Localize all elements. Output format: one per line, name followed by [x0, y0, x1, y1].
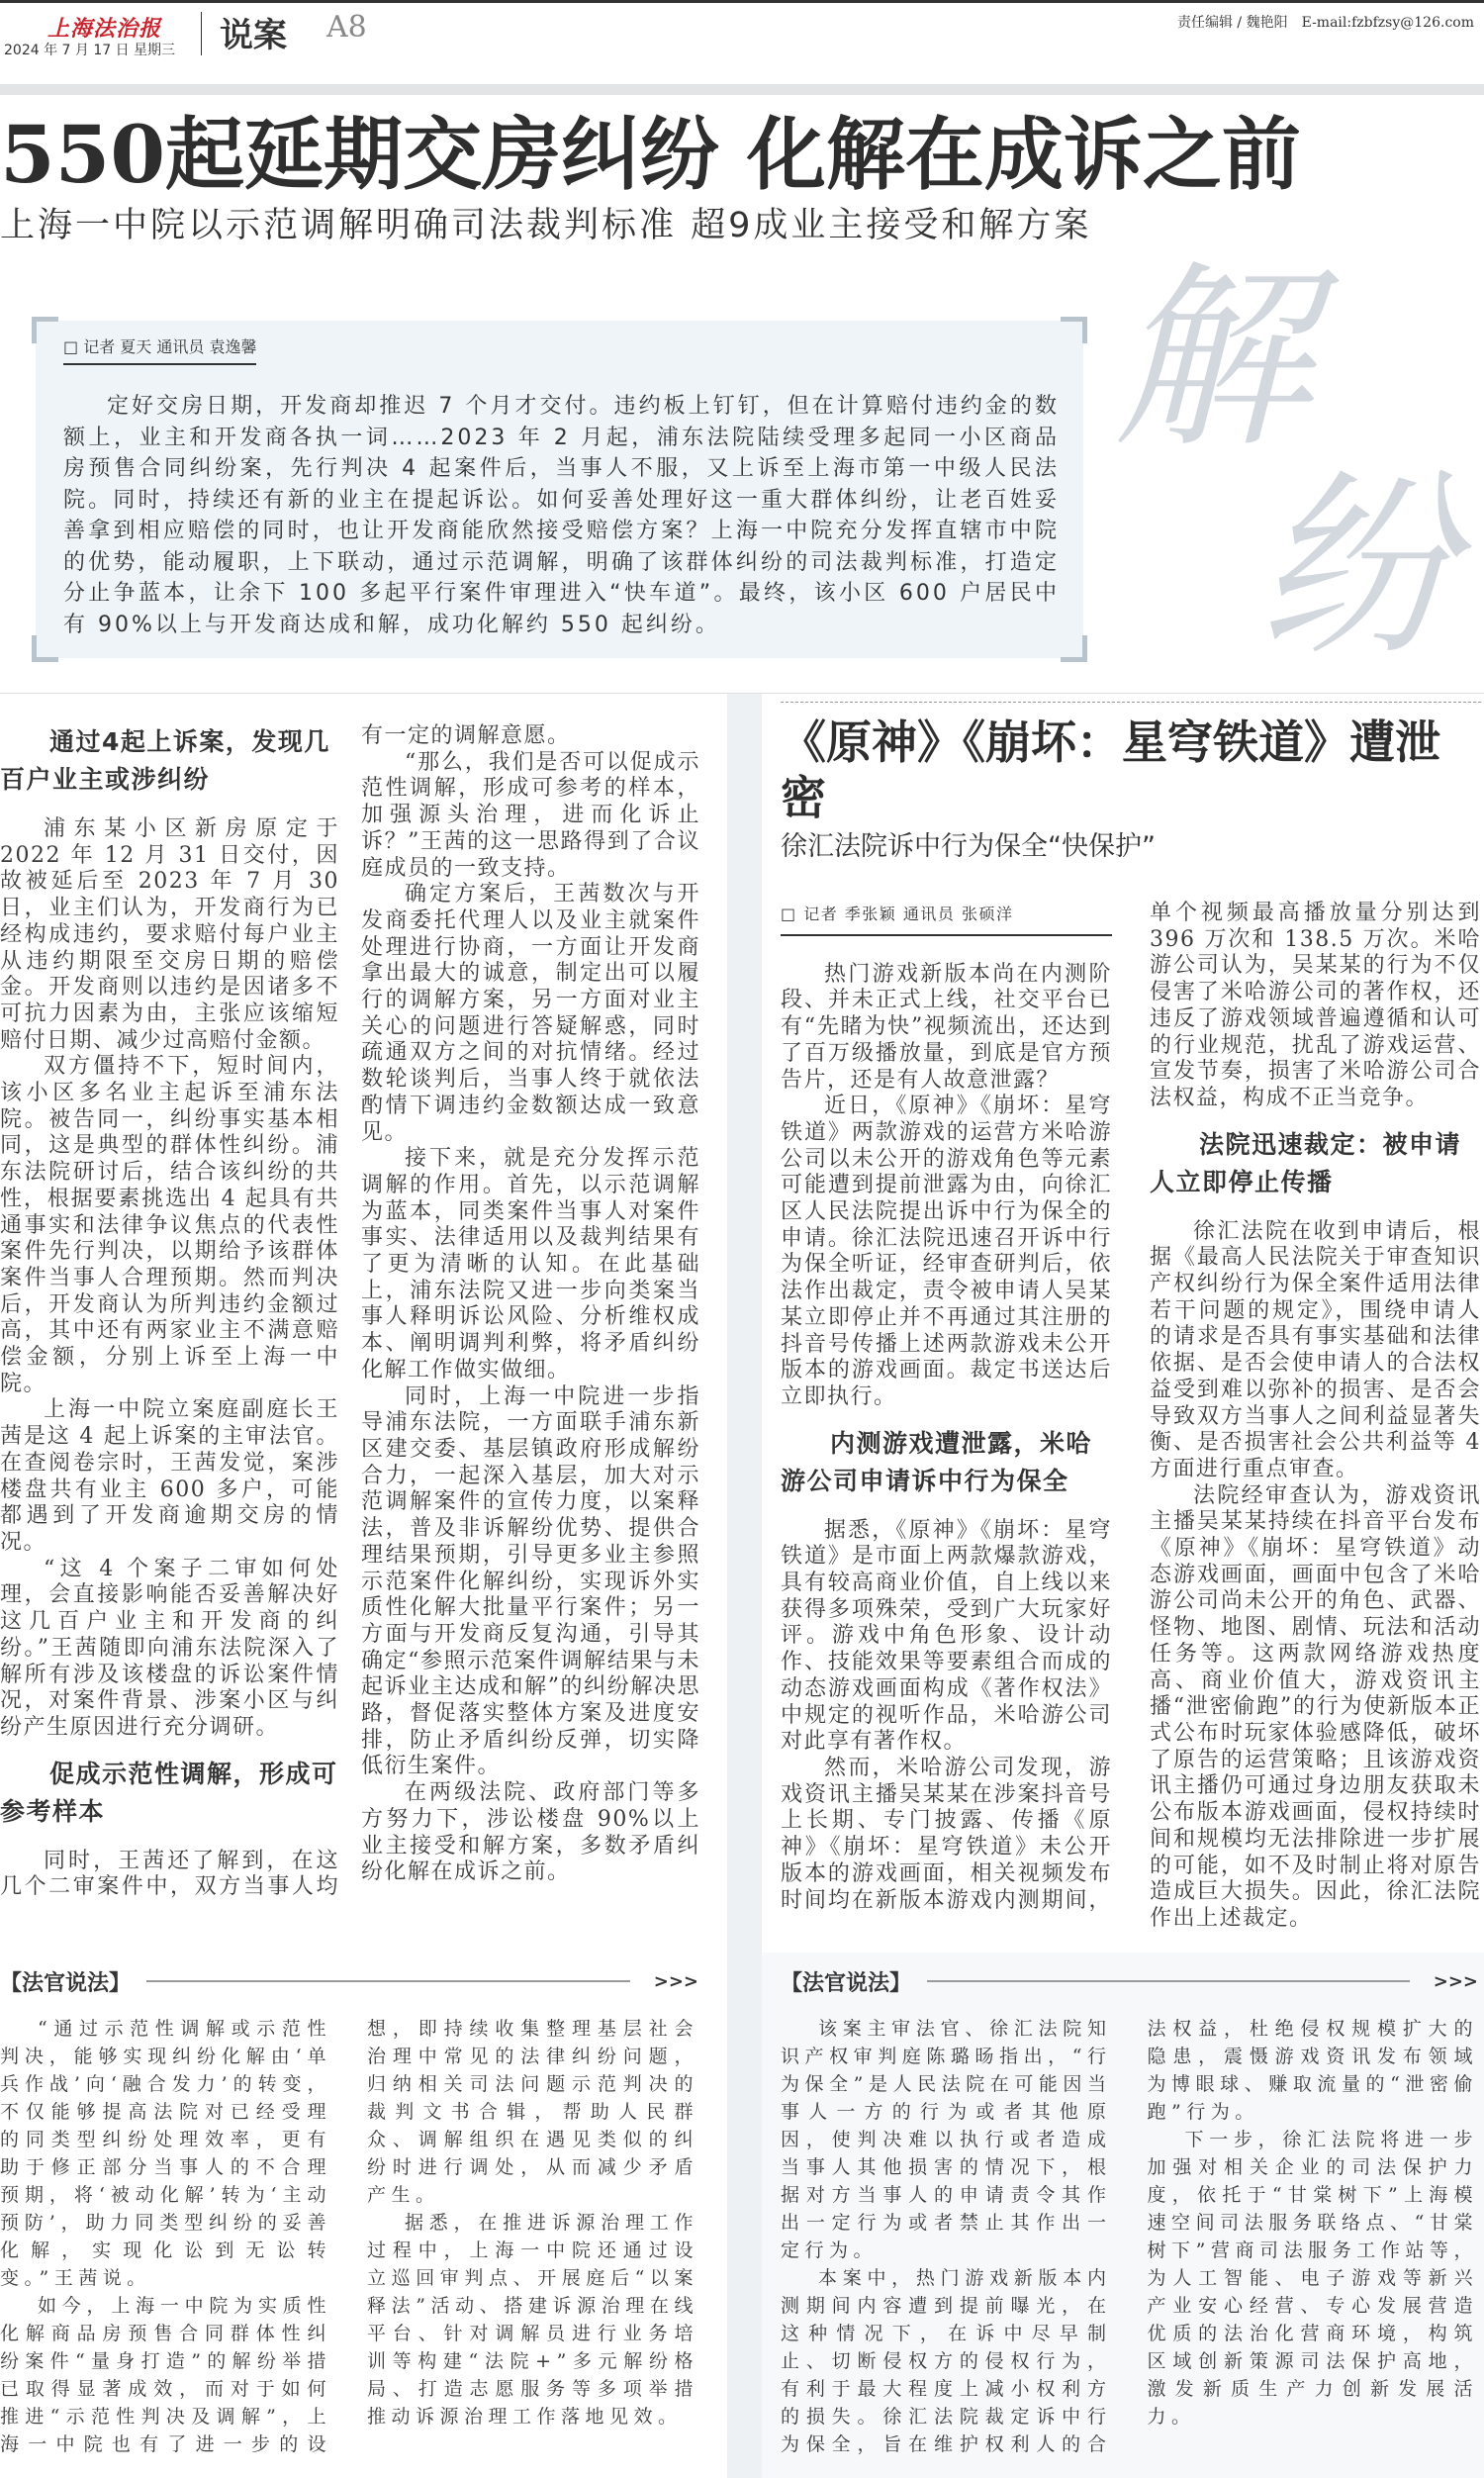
- masthead: [0, 3, 1484, 84]
- paragraph: 该案主审法官、徐汇法院知识产权审判庭陈璐旸指出，“行为保全”是人民法院在可能因当事人一方的行为或者其他原因，使判决难以执行或者造成当事人其他损害的情况下，根据对方当事人的申请责令其作出一定行为或者禁止其作出一定行为。: [781, 2017, 1112, 2261]
- right-article-body: [781, 901, 1481, 1933]
- chevrons-icon: >>>: [1433, 1970, 1478, 1992]
- editor-email: E-mail:fzbfzsy@126.com: [1301, 15, 1474, 31]
- right-article-subtitle: 徐汇法院诉中行为保全“快保护”: [781, 831, 1156, 862]
- judge-box-right: [762, 1953, 1484, 2478]
- paragraph: “通过示范性调解或示范性判决，能够实现纠纷化解由‘单兵作战’向‘融合发力’的转变，不仅能够提高法院对已经受理的同类型纠纷处理效率，更有助于修正部分当事人的不合理预期，将‘被动化解’转为‘主动预防’，助力同类型纠纷的妥善化解，实现化讼到无讼转变。”王茜说。: [0, 2017, 331, 2289]
- paragraph: 同时，王茜还了解到，在这几个二审案件中，双方当事人均有一定的调解意愿。: [0, 723, 571, 1900]
- judge-box-header: [781, 1966, 1478, 1997]
- paragraph: 然而，米哈游公司发现，游戏资讯主播吴某某在涉案抖音号上长期、专门披露、传播《原神》《崩坏：星穹铁道》未公开版本的游戏画面，相关视频发布时间均在新版本游戏内测期间，单个视频最高播放量分别达到 396 万次和 138.5 万次。米哈游公司认为，吴某某的行为不仅侵害了米哈游公司的著作权，还违反了游戏领域普遍遵循和认可的行业规范，扰乱了游戏运营、宣发节奏，损害了米哈游公司合法权益，构成不正当竞争。: [781, 901, 1481, 1913]
- paragraph: 上海一中院立案庭副庭长王茜是这 4 起上诉案的主审法官。在查阅卷宗时，王茜发觉，案涉楼盘共有业主 600 多户，可能都遇到了开发商逾期交房的情况。: [0, 1397, 339, 1555]
- judge-box-rule: [927, 1980, 1410, 1982]
- paragraph: 据悉，《原神》《崩坏：星穹铁道》是市面上两款爆款游戏，具有较高商业价值，自上线以来获得多项殊荣，受到广大玩家好评。游戏中角色形象、设计动作、技能效果等要素组合而成的动态游戏画面构成《著作权法》中规定的视听作品，米哈游公司对此享有著作权。: [781, 1517, 1112, 1755]
- right-article-title: 《原神》《崩坏：星穹铁道》遭泄密: [781, 715, 1440, 824]
- lead-box: [36, 321, 1083, 658]
- paragraph: “那么，我们是否可以促成示范性调解，形成可参考的样本，加强源头治理，进而化诉止诉？”王茜的这一思路得到了合议庭成员的一致支持。: [361, 749, 700, 881]
- header-band: [0, 84, 1484, 95]
- dashed-divider: [781, 702, 1481, 703]
- corner-bracket: [32, 635, 58, 662]
- judge-box-heading: 【法官说法】: [781, 1970, 912, 1996]
- judge-row: [0, 1953, 1484, 2478]
- paragraph: 如今，上海一中院为实质性化解商品房预售合同群体性纠纷案件“量身打造”的解纷举措已取得显著成效，而对于如何推进“示范性判决及调解”，上海一中院也有了进一步的设想，即持续收集整理基层社会治理中常见的法律纠纷问题，归纳相关司法问题示范判决的裁判文书合辑，帮助人民群众、调解组织在遇见类似的纠纷时进行调处，从而减少矛盾产生。: [0, 2017, 698, 2455]
- right-article: [762, 694, 1484, 1953]
- main-subtitle: 上海一中院以示范调解明确司法裁判标准 超9成业主接受和解方案: [0, 206, 1092, 245]
- judge-box-heading: 【法官说法】: [0, 1970, 132, 1996]
- paragraph: 下一步，徐汇法院将进一步加强对相关企业的司法保护力度，依托于“甘棠树下”上海模速空间司法服务联络点、“甘棠树下”营商司法服务工作站等，为人工智能、电子游戏等新兴产业安心经营、专心发展营造优质的法治化营商环境，构筑区域创新策源司法保护高地，激发新质生产力创新发展活力。: [1147, 2128, 1478, 2428]
- judge-box-header: [0, 1966, 698, 1997]
- paragraph: 浦东某小区新房原定于 2022 年 12 月 31 日交付，因故被延后至 2023 年 7 月 30 日，业主们认为，开发商行为已经构成违约，要求赔付每户业主从违约期限至交房日期的赔偿金。开发商则以违约是因诸多不可抗力因素为由，主张应该缩短赔付日期、减少过高赔付金额。: [0, 816, 339, 1053]
- articles-row: [0, 693, 1484, 1953]
- section-heading: 促成示范性调解，形成可参考样本: [0, 1759, 338, 1826]
- judge-box-right-body: [781, 2015, 1478, 2458]
- issue-date: 2024 年 7 月 17 日 星期三: [4, 43, 176, 58]
- left-article-body: [0, 723, 700, 1901]
- section-heading: 通过4起上诉案，发现几百户业主或涉纠纷: [0, 727, 330, 794]
- paragraph: 在两级法院、政府部门等多方努力下，涉讼楼盘 90%以上业主接受和解方案，多数矛盾纠纷化解在成诉之前。: [361, 1780, 700, 1885]
- section-name: 说案: [220, 16, 287, 55]
- chevrons-icon: >>>: [653, 1970, 698, 1992]
- calligraphy-char: 纷: [1256, 452, 1455, 683]
- lead-row: [0, 244, 1484, 687]
- column-separator: [727, 694, 762, 1953]
- paragraph: 双方僵持不下，短时间内，该小区多名业主起诉至浦东法院。被告同一，纠纷事实基本相同，这是典型的群体性纠纷。浦东法院研讨后，结合该纠纷的共性，根据要素挑选出 4 起具有共通事实和法律争议焦点的代表性案件先行判决，以期给予该群体案件当事人合理预期。然而判决后，开发商认为所判违约金额过高，其中还有两家业主不满意赔偿金额，分别上诉至上海一中院。: [0, 1054, 339, 1396]
- lead-paragraph: 定好交房日期，开发商却推迟 7 个月才交付。违约板上钉钉，但在计算赔付违约金的数额上，业主和开发商各执一词……2023 年 2 月起，浦东法院陆续受理多起同一小区商品房预售合同纠纷案，先行判决 4 起案件后，当事人不服，又上诉至上海市第一中级人民法院。同时，持续还有新的业主在提起诉讼。如何妥善处理好这一重大群体纠纷，让老百姓妥善拿到相应赔偿的同时，也让开发商能欣然接受赔偿方案？上海一中院充分发挥直辖市中院的优势，能动履职，上下联动，通过示范调解，明确了该群体纠纷的司法裁判标准，打造定分止争蓝本，让余下 100 多起平行案件审理进入“快车道”。最终，该小区 600 户居民中有 90%以上与开发商达成和解，成功化解约 550 起纠纷。: [63, 394, 1060, 637]
- judge-box-left-body: [0, 2015, 698, 2458]
- lead-byline: □ 记者 夏天 通讯员 袁逸馨: [63, 334, 256, 365]
- paragraph: 徐汇法院在收到申请后，根据《最高人民法院关于审查知识产权纠纷行为保全案件适用法律若干问题的规定》，围绕申请人的请求是否具有事实基础和法律依据、是否会使申请人的合法权益受到难以弥补的损害、是否会导致双方当事人之间利益显著失衡、是否损害社会公共利益等 4 方面进行重点审查。: [1150, 1218, 1481, 1481]
- paragraph: 近日，《原神》《崩坏：星穹铁道》两款游戏的运营方米哈游公司以未公开的游戏角色等元素可能遭到提前泄露为由，向徐汇区人民法院提出诉中行为保全的申请。徐汇法院迅速召开诉中行为保全听证，经审查研判后，依法作出裁定，责令被申请人吴某某立即停止并不再通过其注册的抖音号传播上述两款游戏未公开版本的游戏画面。裁定书送达后立即执行。: [781, 1094, 1112, 1409]
- header-divider: [201, 12, 202, 55]
- article-byline: □ 记者 季张颖 通讯员 张硕洋: [781, 902, 1112, 936]
- column-separator: [727, 1953, 762, 2478]
- paragraph: 接下来，就是充分发挥示范调解的作用。首先，以示范调解为蓝本，同类案件当事人对案件事实、法律适用以及裁判结果有了更为清晰的认知。在此基础上，浦东法院又进一步向类案当事人释明诉讼风险、分析维权成本、阐明调判利弊，将矛盾纠纷化解工作做实做细。: [361, 1146, 700, 1382]
- paragraph: 据悉，在推进诉源治理工作过程中，上海一中院还通过设立巡回审判点、开展庭后“以案释法”活动、搭建诉源治理在线平台、针对调解员进行业务培训等构建“法院+”多元解纷格局、打造志愿服务等多项举措推动诉源治理工作落地见效。: [367, 2211, 698, 2428]
- calligraphy-decoration: [1083, 244, 1474, 687]
- section-heading: 内测游戏遭泄露，米哈游公司申请诉中行为保全: [781, 1428, 1093, 1495]
- section-heading: 法院迅速裁定：被申请人立即停止传播: [1150, 1129, 1462, 1196]
- main-headline: 550起延期交房纠纷 化解在成诉之前: [0, 108, 1301, 201]
- corner-bracket: [32, 317, 58, 343]
- judge-box-left: [0, 1953, 727, 2478]
- page-number: A8: [326, 10, 367, 45]
- editor-name: 责任编辑 / 魏艳阳: [1176, 15, 1288, 31]
- newspaper-logo: 上海法治报: [47, 16, 162, 42]
- paragraph: 同时，上海一中院进一步指导浦东法院，一方面联手浦东新区建交委、基层镇政府形成解纷合力，一起深入基层，加大对示范调解案件的宣传力度，以案释法，普及非诉解纷优势、提供合理结果预期，引导更多业主参照示范案件化解纠纷，实现诉外实质性化解大批量平行案件；另一方面与开发商反复沟通，引导其确定“参照示范案件调解结果与未起诉业主达成和解”的纠纷解决思路，督促落实整体方案及进度安排，防止矛盾纠纷反弹，切实降低衍生案件。: [361, 1383, 700, 1779]
- paragraph: 热门游戏新版本尚在内测阶段、并未正式上线，社交平台已有“先睹为快”视频流出，还达到了百万级播放量，到底是官方预告片，还是有人故意泄露？: [781, 961, 1112, 1093]
- paragraph: 本案中，热门游戏新版本内测期间内容遭到提前曝光，在这种情况下，在诉中尽早制止、切断侵权方的侵权行为，有利于最大程度上减小权利方的损失。徐汇法院裁定诉中行为保全，旨在维护权利人的合法权益，杜绝侵权规模扩大的隐患，震慑游戏资讯发布领域为博眼球、赚取流量的“泄密偷跑”行为。: [781, 2017, 1478, 2455]
- paragraph: “这 4 个案子二审如何处理，会直接影响能否妥善解决好这几百户业主和开发商的纠纷。”王茜随即向浦东法院深入了解所有涉及该楼盘的诉讼案件情况，对案件背景、涉案小区与纠纷产生原因进行充分调研。: [0, 1556, 339, 1740]
- editor-info: [1177, 12, 1474, 32]
- left-article: [0, 694, 727, 1953]
- paragraph: 确定方案后，王茜数次与开发商委托代理人以及业主就案件处理进行协商，一方面让开发商拿出最大的诚意，制定出可以履行的调解方案，另一方面对业主关心的问题进行答疑解惑，同时疏通双方之间的对抗情绪。经过数轮谈判后，当事人终于就依法酌情下调违约金数额达成一致意见。: [361, 882, 700, 1145]
- paragraph: 法院经审查认为，游戏资讯主播吴某某持续在抖音平台发布《原神》《崩坏：星穹铁道》动态游戏画面，画面中包含了米哈游公司尚未公开的角色、武器、怪物、地图、剧情、玩法和活动任务等。这两款网络游戏热度高、商业价值大，游戏资讯主播“泄密偷跑”的行为使新版本正式公布时玩家体验感降低，破坏了原告的运营策略；且该游戏资讯主播仍可通过身边朋友获取未公布版本游戏画面，侵权持续时间和规模均无法排除进一步扩展的可能，如不及时制止将对原告造成巨大损失。因此，徐汇法院作出上述裁定。: [1150, 1482, 1481, 1931]
- judge-box-rule: [146, 1980, 630, 1982]
- calligraphy-char: 解: [1113, 244, 1312, 475]
